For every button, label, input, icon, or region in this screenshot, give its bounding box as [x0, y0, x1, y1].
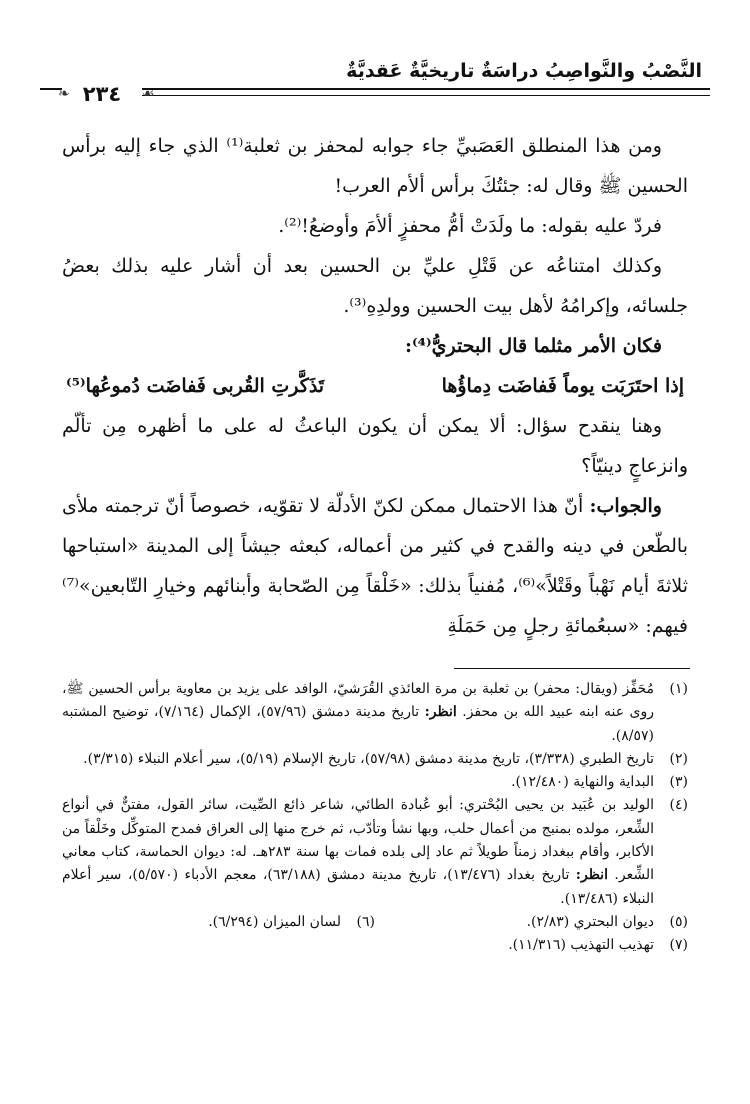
footnote-text — [62, 678, 654, 748]
footnote-number: (٤) — [669, 797, 688, 814]
footnote-keyword: انظر: — [424, 704, 457, 721]
footnote-number: (٥) — [669, 913, 688, 930]
poem-intro: فكان الأمر مثلما قال البحتريُّ⁽⁴⁾: — [404, 335, 662, 357]
footnote-text — [62, 794, 654, 910]
paragraph: وكذلك امتناعُه عن قَتْلِ عليِّ بن الحسين بعد أن أشار عليه بذلك بعضُ جلسائه، وإكرامُهُ لأهل بيت الحسين وولدِهِ⁽³⁾. — [62, 255, 688, 317]
footnote-body: مُحَفِّز (ويقال: محفر) بن ثعلبة بن مرة العائذي القُرَشيّ، الوافد على يزيد بن معاوية برأس الحسين ﷺ، روى عنه ابنه عبيد الله بن محفز. — [62, 681, 655, 721]
footnote — [62, 678, 688, 748]
footnote-number: (٢) — [669, 750, 688, 767]
footnote-separator — [454, 668, 690, 669]
footnote — [62, 911, 375, 934]
answer-label: والجواب: — [589, 495, 662, 517]
poem-verse — [62, 366, 688, 406]
poem-hemistich-first: إذا احتَرَبَت يوماً فَفاضَت دِماؤُها — [441, 375, 684, 397]
footnote-number: (١) — [669, 681, 688, 697]
page-number: ٢٣٤ — [82, 82, 122, 106]
footnote-text: تاريخ الطبري (٣/٣٣٨)، تاريخ مدينة دمشق (٥٧/٩٨)، تاريخ الإسلام (٥/١٩)، سير أعلام النبلاء (٣/٣١٥). — [83, 750, 654, 767]
footnote-sources: تاريخ بغداد (١٣/٤٧٦)، تاريخ مدينة دمشق (٦٣/١٨٨)، معجم الأدباء (٥/٥٧٠)، سير أعلام النبلاء (١٣/٤٨٦). — [62, 867, 654, 907]
footnote — [62, 748, 688, 771]
ornament-icon: ☙ — [142, 86, 155, 102]
footnote — [62, 771, 688, 794]
poem-hemistich-second: تَذَكَّرتِ القُربى فَفاضَت دُموعُها⁽⁵⁾ — [66, 375, 325, 397]
paragraph: وهنا ينقدح سؤال: ألا يمكن أن يكون الباعثُ له على ما أظهره مِن تألّم وانزعاجٍ دينيّاً؟ — [62, 415, 688, 477]
page-header — [40, 58, 710, 118]
paragraph: ومن هذا المنطلق العَصَبيِّ جاء جوابه لمحفز بن ثعلبة⁽¹⁾ الذي جاء إليه برأس الحسين ﷺ وقال له: جئتُكَ برأس ألأم العرب! — [62, 135, 688, 197]
footnote-body: الوليد بن عُبَيد بن يحيى البُحْتري: أبو عُبادة الطائي، شاعر ذائع الصِّيت، سائر القول، مفتنٌّ في أنواع الشِّعر، مولده بمنبج من أعمال حلب، وبها نشأ وتأدّب، ثم خرج منها إلى العراق فمدح المتوكِّل وخَلْقاً من الأكابر، وأقام ببغداد زمناً طويلاً ثم عاد إلى بلده فمات بها سنة ٢٨٣هـ. له: ديوان الحماسة، كتاب معاني الشِّعر. — [62, 797, 655, 884]
paragraph — [62, 486, 688, 646]
running-title: النَّصْبُ والنَّواصِبُ دراسَةٌ تاريخيَّةٌ عَقديَّةٌ — [346, 60, 702, 82]
answer-text: أنّ هذا الاحتمال ممكن لكنّ الأدلّة لا تقوّيه، خصوصاً أنّ ترجمته ملأى بالطّعن في دينه والقدح في كثير من أعماله، كبعثه جيشاً إلى المدينة «استباحها ثلاثةَ أيام نَهْباً وقَتْلاً»⁽⁶⁾، مُفنياً بذلك: «خَلْقاً مِن الصّحابة وأبنائهم وخيارِ التّابعين»⁽⁷⁾ فيهم: «سبعُمائةِ رجلٍ مِن حَمَلَةِ — [62, 495, 688, 637]
footnote — [62, 934, 688, 957]
footnote — [62, 794, 688, 910]
header-rule-thin — [128, 95, 710, 96]
footnote-keyword: انظر: — [575, 867, 608, 884]
page-number-frame — [58, 82, 155, 108]
main-text — [62, 126, 688, 646]
footnote-number: (٧) — [669, 937, 688, 954]
paragraph: فردّ عليه بقوله: ما ولَدَتْ أمُّ محفزٍ ألأمَ وأوضعُ!⁽²⁾. — [278, 215, 662, 237]
footnote-row — [62, 911, 688, 934]
footnotes — [62, 678, 688, 958]
footnote-text: تهذيب التهذيب (١١/٣١٦). — [508, 937, 654, 954]
footnote-text: لسان الميزان (٦/٢٩٤). — [208, 913, 341, 930]
footnote-number: (٣) — [669, 774, 688, 791]
footnote-text: البداية والنهاية (١٢/٤٨٠). — [511, 774, 654, 791]
footnote — [375, 911, 688, 934]
ornament-icon: ❧ — [58, 86, 70, 102]
footnote-sources: تاريخ مدينة دمشق (٥٧/٩٦)، الإكمال (٧/١٦٤)، توضيح المشتبه (٨/٥٧). — [62, 704, 654, 744]
footnote-text: ديوان البحتري (٢/٨٣). — [526, 913, 654, 930]
footnote-number: (٦) — [356, 913, 375, 930]
